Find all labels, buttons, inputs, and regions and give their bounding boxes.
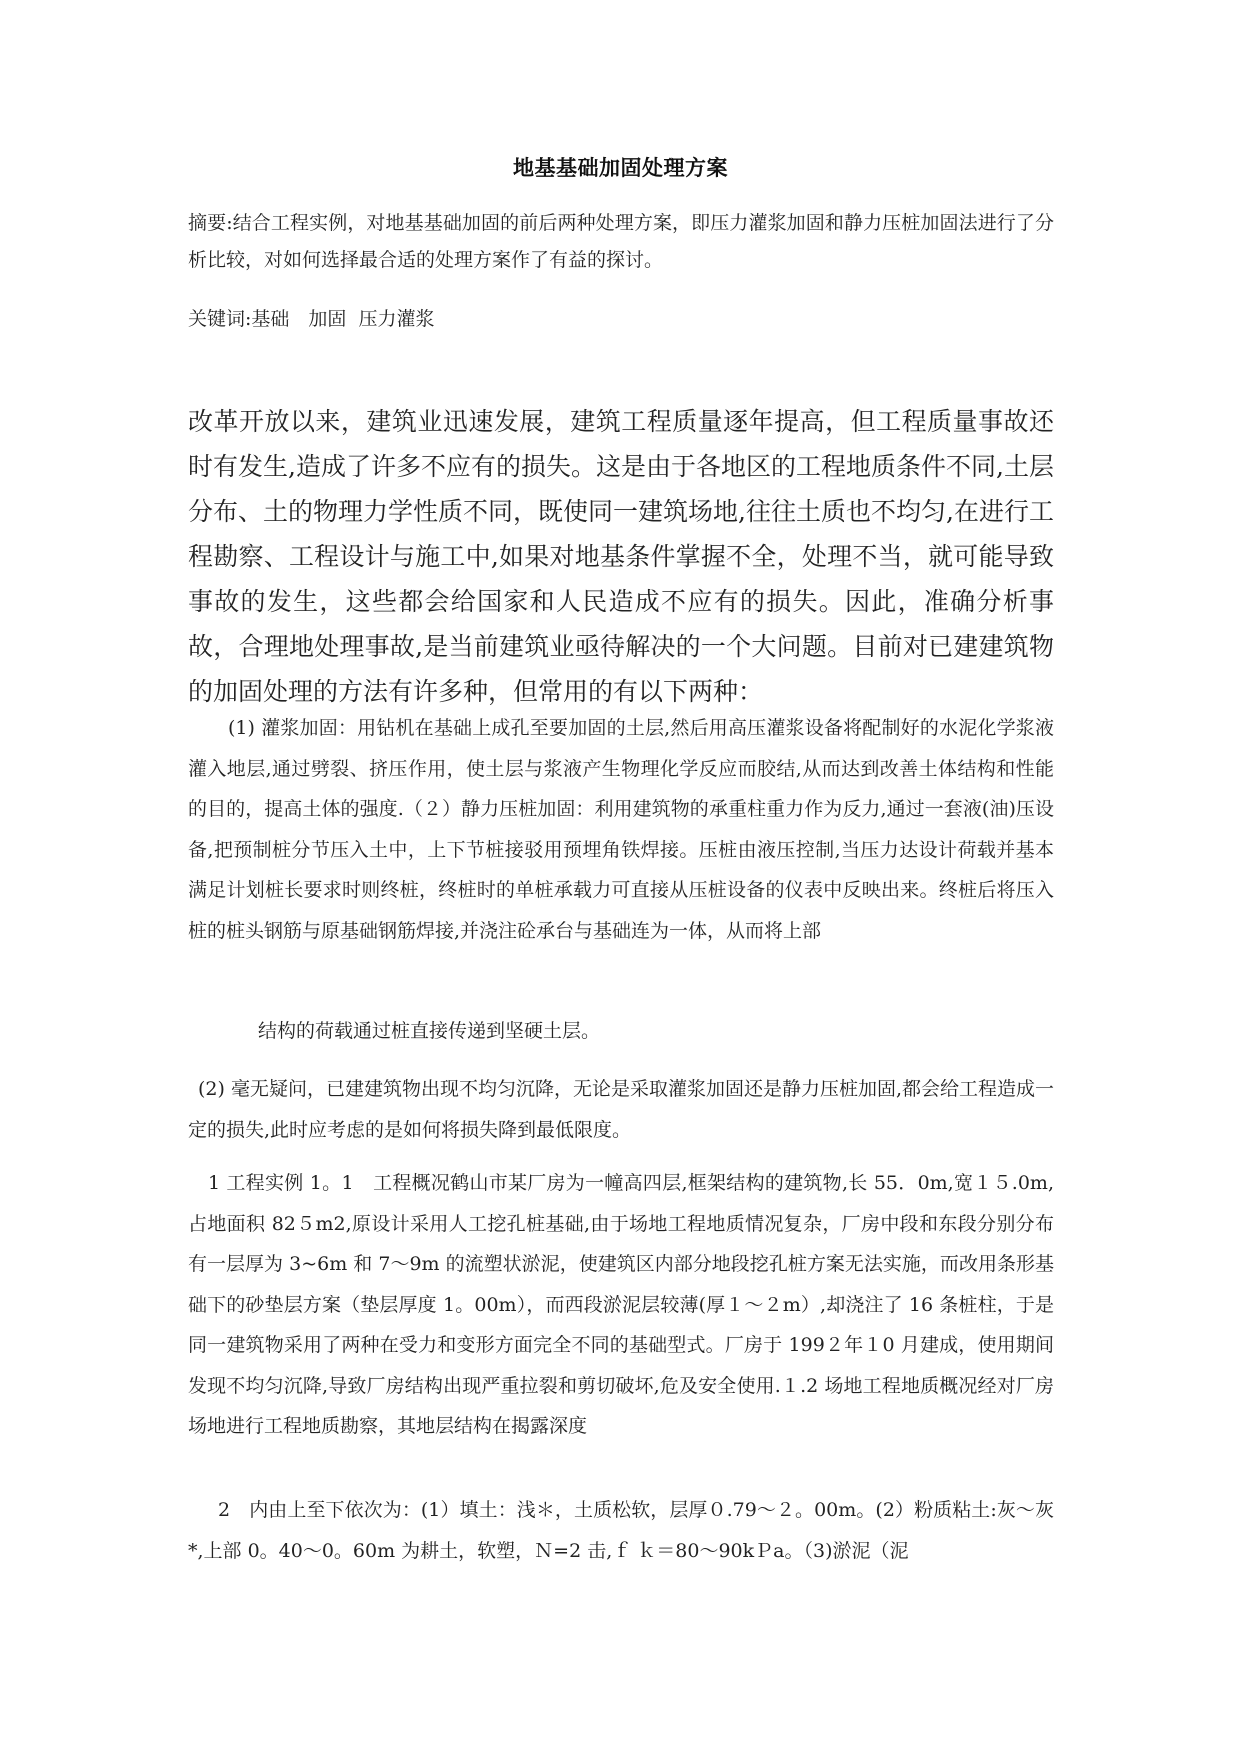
- keywords-line: 关键词:基础 加固 压力灌浆: [188, 308, 435, 330]
- second-point-paragraph: (2) 毫无疑问，已建建筑物出现不均匀沉降，无论是采取灌浆加固还是静力压桩加固,都会给工程造成一定的损失,此时应考虑的是如何将损失降到最低限度。: [188, 1078, 1054, 1141]
- soil-layers-paragraph: 2 内由上至下依次为：(1）填土：浅＊，土质松软，层厚０.79～２。00m。(2）粉质粘土:灰～灰*,上部 0。40～0。60m 为耕土，软塑，Ｎ=2 击,ｆ ｋ＝80～90kＰa。（3)淤泥（泥: [188, 1499, 1054, 1562]
- methods-paragraph: (1) 灌浆加固：用钻机在基础上成孔至要加固的土层,然后用高压灌浆设备将配制好的水泥化学浆液灌入地层,通过劈裂、挤压作用，使土层与浆液产生物理化学反应而胶结,从而达到改善土体结构和性能的目的，提高土体的强度.（２）静力压桩加固：利用建筑物的承重柱重力作为反力,通过一套液(油)压设备,把预制桩分节压入土中，上下节桩接驳用预埋角铁焊接。压桩由液压控制,当压力达设计荷载并基本满足计划桩长要求时则终桩，终桩时的单桩承载力可直接从压桩设备的仪表中反映出来。终桩后将压入桩的桩头钢筋与原基础钢筋焊接,并浇注砼承台与基础连为一体，从而将上部: [188, 717, 1054, 942]
- abstract-paragraph: 摘要:结合工程实例，对地基基础加固的前后两种处理方案，即压力灌浆加固和静力压桩加固法进行了分析比较，对如何选择最合适的处理方案作了有益的探讨。: [188, 212, 1054, 271]
- methods-tail-line: 结构的荷载通过桩直接传递到坚硬土层。: [258, 1020, 601, 1042]
- intro-paragraph: 改革开放以来，建筑业迅速发展，建筑工程质量逐年提高，但工程质量事故还时有发生,造成了许多不应有的损失。这是由于各地区的工程地质条件不同,土层分布、土的物理力学性质不同，既使同一建筑场地,往往土质也不均匀,在进行工程勘察、工程设计与施工中,如果对地基条件掌握不全，处理不当，就可能导致事故的发生，这些都会给国家和人民造成不应有的损失。因此，准确分析事故，合理地处理事故,是当前建筑业亟待解决的一个大问题。目前对已建建筑物的加固处理的方法有许多种，但常用的有以下两种：: [188, 407, 1054, 706]
- case-study-paragraph: 1 工程实例 1。1 工程概况鹤山市某厂房为一幢高四层,框架结构的建筑物,长 55．0m,宽１５.0m,占地面积 82５m2,原设计采用人工挖孔桩基础,由于场地工程地质情况复杂，厂房中段和东段分别分布有一层厚为 3~6m 和 7～9m 的流塑状淤泥，使建筑区内部分地段挖孔桩方案无法实施，而改用条形基础下的砂垫层方案（垫层厚度 1。00m），而西段淤泥层较薄(厚１～２m）,却浇注了 16 条桩柱，于是同一建筑物采用了两种在受力和变形方面完全不同的基础型式。厂房于 199２年１0 月建成，使用期间发现不均匀沉降,导致厂房结构出现严重拉裂和剪切破坏,危及安全使用.１.2 场地工程地质概况经对厂房场地进行工程地质勘察，其地层结构在揭露深度: [188, 1172, 1054, 1437]
- document-title: 地基基础加固处理方案: [513, 155, 728, 180]
